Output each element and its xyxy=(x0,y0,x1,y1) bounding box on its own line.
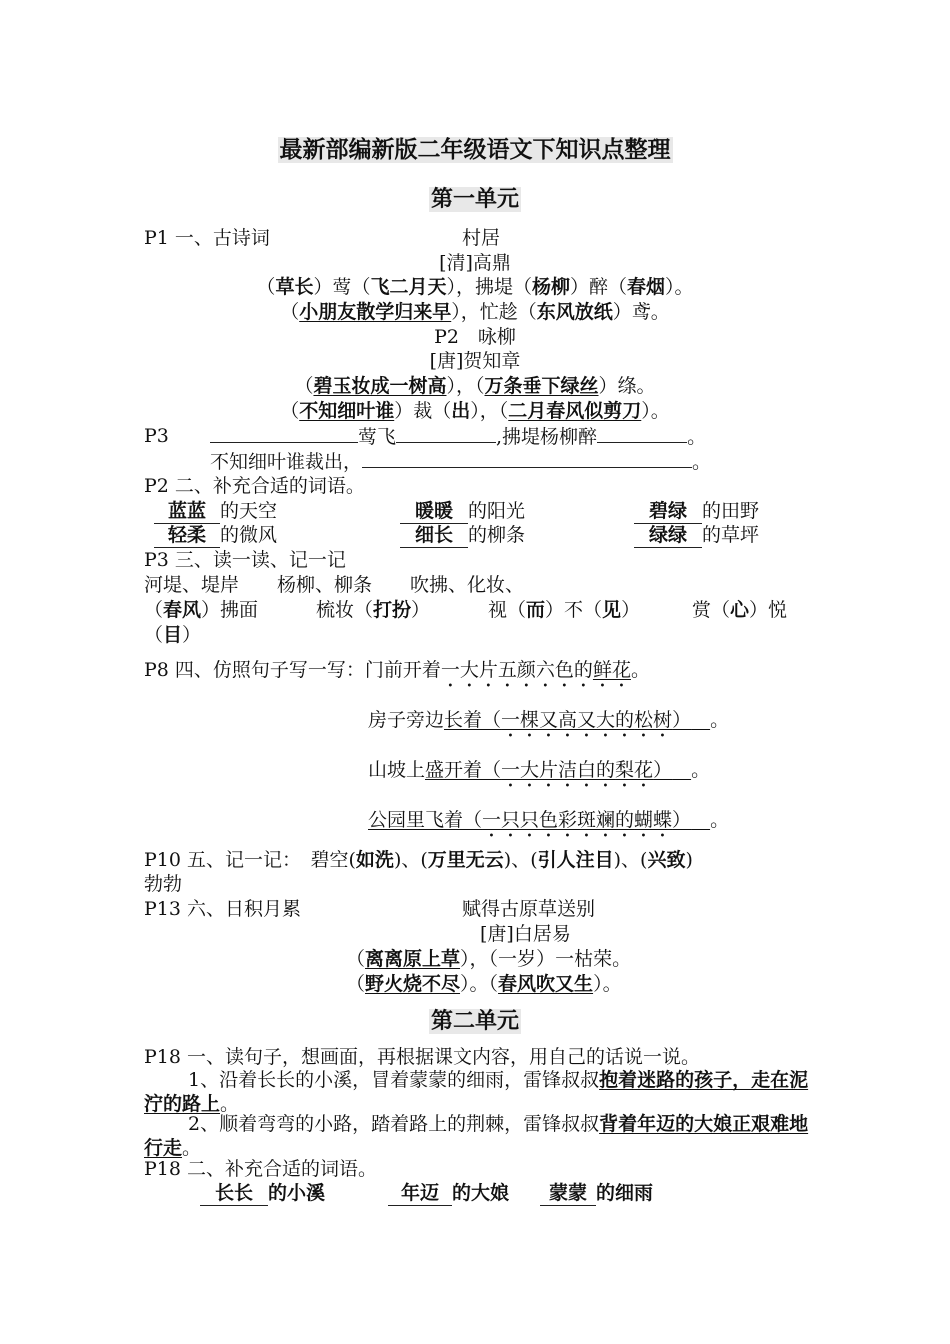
p13-label: P13 六、日积月累 xyxy=(144,898,302,920)
poem1-author: [清]高鼎 xyxy=(439,252,511,274)
text: ）裁（ xyxy=(394,400,452,422)
document-title: 最新部编新版二年级语文下知识点整理 xyxy=(279,137,671,163)
text: 。 xyxy=(220,1093,240,1115)
p18a-label: P18 一、读句子，想画面，再根据课文内容，用自己的话说一说。 xyxy=(144,1046,701,1068)
answer: 一岁 xyxy=(498,948,537,970)
word-rest: 的阳光 xyxy=(468,500,526,522)
answer: 打扮 xyxy=(373,599,412,621)
p10-cont: 勃勃 xyxy=(144,873,183,895)
text: 山坡上 xyxy=(368,759,426,781)
answer: 春风 xyxy=(163,599,202,621)
word-item xyxy=(154,523,277,548)
poem3-line1 xyxy=(346,947,631,971)
answer: 引人注目 xyxy=(537,849,614,871)
poem2-title: P2 咏柳 xyxy=(434,326,516,348)
unit2-heading: 第二单元 xyxy=(430,1009,519,1034)
word-rest: 的大娘 xyxy=(452,1182,510,1204)
text: ），拂堤（ xyxy=(446,276,532,298)
word-rest: 的天空 xyxy=(220,500,278,522)
dotted-text: 一大片洁白的 xyxy=(501,759,616,781)
dotted-text: 一大片五颜六色的 xyxy=(440,659,593,681)
answer: 二月春风似剪刀 xyxy=(508,400,642,422)
word-rest: 的小溪 xyxy=(268,1182,326,1204)
answer xyxy=(425,759,691,781)
answer: 草长 xyxy=(275,276,314,298)
text: ）鸢。 xyxy=(612,301,670,323)
text: 房子旁边 xyxy=(368,709,445,731)
text: ），（ xyxy=(470,400,509,422)
answer: 而 xyxy=(526,599,546,621)
text: 。 xyxy=(691,759,711,781)
answer: 飞二月天 xyxy=(370,276,447,298)
poem1-line1 xyxy=(0,275,950,299)
answer: 目 xyxy=(163,624,183,646)
word-item xyxy=(540,1181,653,1206)
answer: 碧玉妆成一树高 xyxy=(313,375,447,397)
text: ) xyxy=(685,849,693,871)
word-fill: 年迈 xyxy=(388,1181,452,1206)
dotted-text: 梨花 xyxy=(615,759,654,781)
text: ），（ xyxy=(446,375,485,397)
text: 2、顺着弯弯的小路，踏着路上的荆棘，雷锋叔叔 xyxy=(188,1113,600,1135)
word-rest: 的细雨 xyxy=(596,1182,654,1204)
read-item xyxy=(692,598,787,622)
word-rest: 的草坪 xyxy=(702,524,760,546)
text: ）绦。 xyxy=(598,375,656,397)
text: ） xyxy=(672,809,692,831)
text: 。 xyxy=(630,659,650,681)
answer: 兴致 xyxy=(647,849,686,871)
read-item xyxy=(488,598,640,622)
blank-line xyxy=(362,449,692,468)
text: ）悦 xyxy=(749,599,788,621)
text: 盛开着（ xyxy=(425,759,502,781)
word-fill: 绿绿 xyxy=(634,523,702,548)
text: P8 四、仿照句子写一写：门前开着 xyxy=(144,659,441,681)
word-fill: 蒙蒙 xyxy=(540,1181,596,1206)
word-item xyxy=(154,499,277,524)
poem3-author: [唐]白居易 xyxy=(480,923,571,945)
answer: 万里无云 xyxy=(427,849,504,871)
text: ），（ xyxy=(460,948,499,970)
poem3-title: 赋得古原草送别 xyxy=(462,898,596,920)
p1-label: P1 一、古诗词 xyxy=(144,227,270,249)
word-item xyxy=(200,1181,325,1206)
text: ）拂面 xyxy=(201,599,259,621)
text: ）。 xyxy=(641,400,670,422)
answer: 不知细叶谁 xyxy=(299,400,395,422)
answer: 小朋友散学归来早 xyxy=(299,301,452,323)
answer: 野火烧不尽 xyxy=(365,973,461,995)
text: ）醉（ xyxy=(570,276,628,298)
unit1-heading-row xyxy=(0,185,950,215)
text: ） xyxy=(621,599,641,621)
text: 梳妆（ xyxy=(316,599,374,621)
p3-label: P3 xyxy=(144,425,169,447)
answer: 心 xyxy=(730,599,750,621)
text: 1、沿着长长的小溪，冒着蒙蒙的细雨，雷锋叔叔 xyxy=(188,1069,600,1091)
answer: 春烟 xyxy=(627,276,666,298)
dotted-text: 一棵又高又大的 xyxy=(501,709,635,731)
word-fill: 蓝蓝 xyxy=(154,499,220,524)
blank-line xyxy=(210,424,358,443)
text: 。 xyxy=(687,426,707,448)
text: 莺飞 xyxy=(358,426,397,448)
text: 。 xyxy=(692,451,712,473)
poem2-line1 xyxy=(0,374,950,398)
text: （ xyxy=(294,375,314,397)
unit1-heading: 第一单元 xyxy=(430,187,519,212)
p18a-item-1 xyxy=(144,1068,810,1116)
answer xyxy=(444,709,710,731)
word-item xyxy=(634,523,759,548)
text: ） xyxy=(182,624,202,646)
word-fill: 碧绿 xyxy=(634,499,702,524)
poem2-line2 xyxy=(0,399,950,423)
read-item xyxy=(316,598,430,622)
text: ,拂堤杨柳醉 xyxy=(496,426,598,448)
word-fill: 暖暖 xyxy=(400,499,468,524)
text: ） xyxy=(653,759,673,781)
text: ）。（ xyxy=(460,973,499,995)
dotted-text: 蝴蝶 xyxy=(634,809,673,831)
text: ）莺（ xyxy=(313,276,371,298)
answer: 万条垂下绿丝 xyxy=(484,375,599,397)
text: 不知细叶谁裁出， xyxy=(210,451,363,473)
answer xyxy=(368,809,710,831)
blank-line xyxy=(396,424,496,443)
answer: 背着年迈的大娘正艰难地行走 xyxy=(144,1113,809,1159)
text: （ xyxy=(346,973,366,995)
text: ）。 xyxy=(593,973,622,995)
p2-label: P2 二、补充合适的词语。 xyxy=(144,475,365,497)
text: 。 xyxy=(182,1137,202,1159)
text: )、( xyxy=(503,849,538,871)
p8-example xyxy=(144,658,650,692)
answer: 抱着迷路的孩子，走在泥泞的路上 xyxy=(144,1069,809,1115)
document-title-row xyxy=(0,135,950,165)
text: ），忙趁（ xyxy=(451,301,537,323)
word-rest: 的田野 xyxy=(702,500,760,522)
unit2-heading-row xyxy=(0,1007,950,1037)
answer: 杨柳 xyxy=(532,276,571,298)
answer: 离离原上草 xyxy=(365,948,461,970)
answer: 如洗 xyxy=(355,849,394,871)
answer: 出 xyxy=(451,400,471,422)
text: 公园里飞着（ xyxy=(368,809,483,831)
text: )、( xyxy=(393,849,428,871)
text: P10 五、记一记： 碧空( xyxy=(144,849,356,871)
word-fill: 轻柔 xyxy=(154,523,220,548)
poem3-line2 xyxy=(346,972,622,996)
answer: 见 xyxy=(602,599,622,621)
text: 长着（ xyxy=(444,709,502,731)
text: （ xyxy=(144,599,164,621)
p8-sentence-4 xyxy=(368,808,729,842)
word-item xyxy=(400,499,525,524)
dotted-text: 鲜花 xyxy=(592,659,631,681)
text: 。 xyxy=(710,809,730,831)
dotted-text: 一只只色彩斑斓的 xyxy=(482,809,635,831)
word-fill: 长长 xyxy=(200,1181,268,1206)
poem2-author: [唐]贺知章 xyxy=(429,350,521,372)
text: )、( xyxy=(613,849,648,871)
word-rest: 的柳条 xyxy=(468,524,526,546)
p18a-item-2 xyxy=(144,1112,810,1160)
word-item xyxy=(400,523,525,548)
poem1-line2 xyxy=(0,300,950,324)
p8-sentence-3 xyxy=(368,758,710,792)
p3b-label: P3 三、读一读、记一记 xyxy=(144,549,346,571)
word-item xyxy=(634,499,759,524)
text: 视（ xyxy=(488,599,527,621)
p10-line xyxy=(144,848,693,872)
p3-line1 xyxy=(210,424,706,449)
answer: 东风放纸 xyxy=(536,301,613,323)
text: （ xyxy=(280,400,300,422)
text: （ xyxy=(280,301,300,323)
text: （ xyxy=(346,948,366,970)
text: ） xyxy=(672,709,692,731)
word-rest: 的微风 xyxy=(220,524,278,546)
poem1-title: 村居 xyxy=(462,227,501,249)
text: 。 xyxy=(710,709,730,731)
blank-line xyxy=(597,424,687,443)
p8-sentence-2 xyxy=(368,708,729,742)
dotted-text: 松树 xyxy=(634,709,673,731)
read-item xyxy=(144,598,258,622)
read-line3 xyxy=(144,623,201,647)
text: （ xyxy=(144,624,164,646)
read-line1: 河堤、堤岸 杨柳、柳条 吹拂、化妆、 xyxy=(144,574,525,596)
text: ） xyxy=(411,599,431,621)
text: ）不（ xyxy=(545,599,603,621)
text: （ xyxy=(256,276,276,298)
text: ）。 xyxy=(665,276,694,298)
p18b-label: P18 二、补充合适的词语。 xyxy=(144,1158,378,1180)
word-fill: 细长 xyxy=(400,523,468,548)
text: ）一枯荣。 xyxy=(536,948,632,970)
text: 赏（ xyxy=(692,599,731,621)
p3-line2 xyxy=(210,449,711,474)
word-item xyxy=(388,1181,509,1206)
answer: 春风吹又生 xyxy=(498,973,594,995)
